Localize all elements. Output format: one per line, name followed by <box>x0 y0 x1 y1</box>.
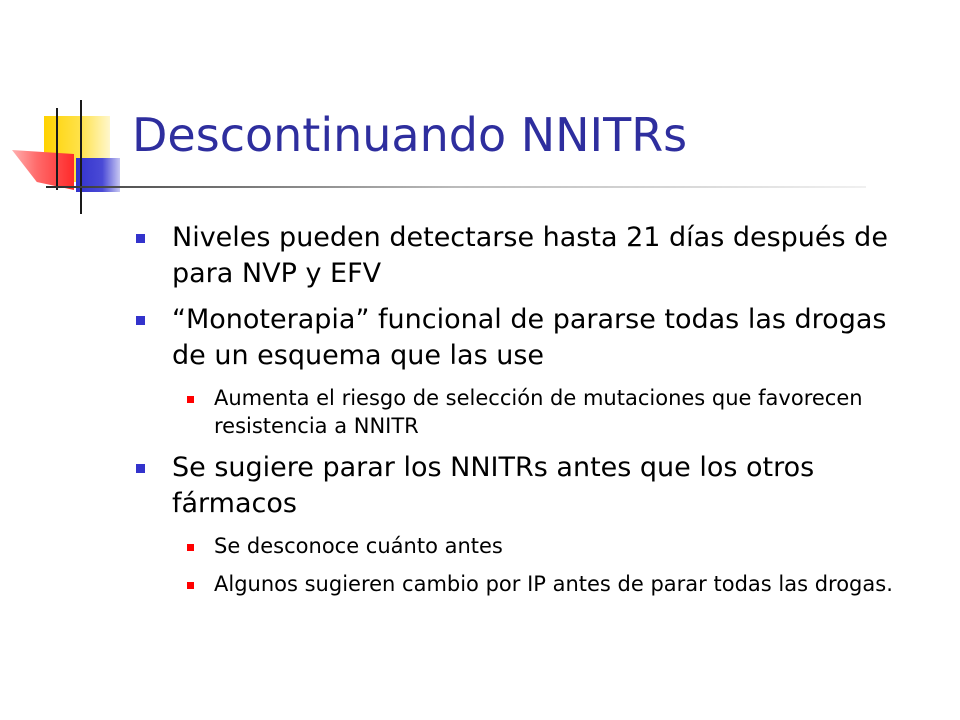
sub-bullet-item <box>214 570 912 598</box>
sub-bullet-text: Se desconoce cuánto antes <box>214 534 503 558</box>
blue-square-bullet-icon <box>136 234 145 243</box>
logo-red-shape <box>12 150 74 190</box>
bullet-item <box>172 220 912 292</box>
red-square-bullet-icon <box>187 396 194 403</box>
logo-vertical-line <box>56 108 58 190</box>
red-square-bullet-icon <box>187 544 194 551</box>
sub-bullet-text: Aumenta el riesgo de selección de mutaciones que favorecen resistencia a NNITR <box>214 386 863 438</box>
red-square-bullet-icon <box>187 582 194 589</box>
bullet-text: “Monoterapia” funcional de pararse todas las drogas de un esquema que las use <box>172 304 887 371</box>
bullet-item <box>172 302 912 374</box>
blue-square-bullet-icon <box>136 464 145 473</box>
sub-bullet-item <box>214 384 912 440</box>
sub-bullet-item <box>214 532 912 560</box>
bullet-text: Niveles pueden detectarse hasta 21 días después de para NVP y EFV <box>172 222 888 289</box>
blue-square-bullet-icon <box>136 316 145 325</box>
bullet-list <box>172 220 912 608</box>
bullet-text: Se sugiere parar los NNITRs antes que los otros fármacos <box>172 452 815 519</box>
bullet-item <box>172 450 912 522</box>
slide-title: Descontinuando NNITRs <box>132 108 688 162</box>
title-underline-divider <box>46 186 866 188</box>
logo-vertical-line <box>80 100 82 214</box>
sub-bullet-text: Algunos sugieren cambio por IP antes de parar todas las drogas. <box>214 572 893 596</box>
